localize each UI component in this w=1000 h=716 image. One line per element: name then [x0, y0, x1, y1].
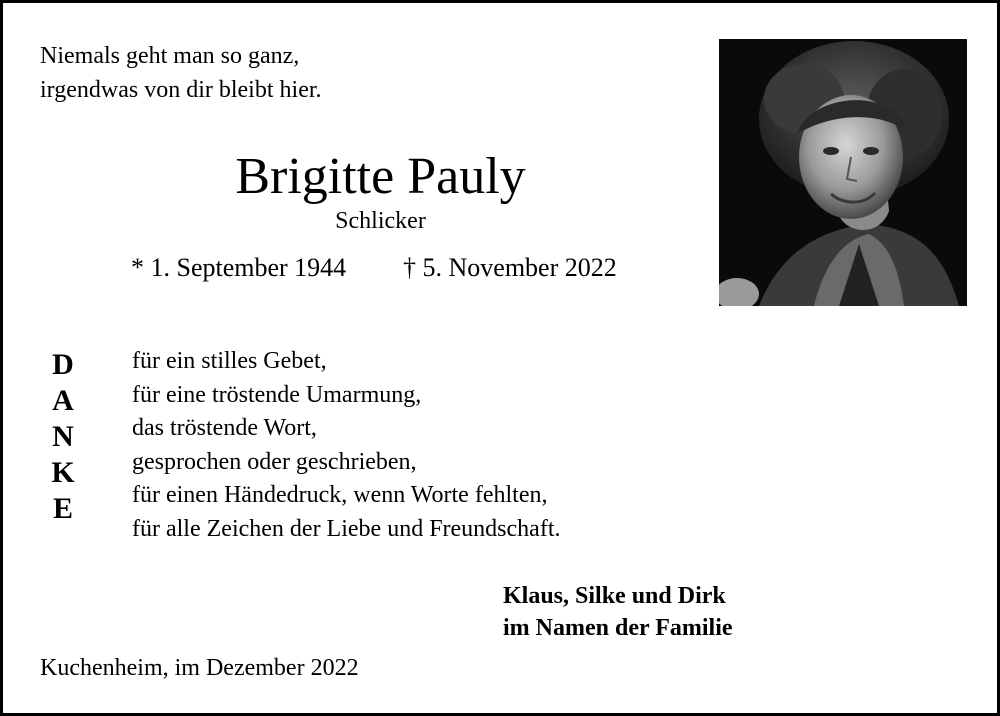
thanks-line: das tröstende Wort,: [132, 415, 317, 442]
danke-letter: A: [52, 384, 74, 417]
thanks-line: für ein stilles Gebet,: [132, 348, 327, 374]
danke-letter: D: [52, 348, 74, 381]
maiden-name: Schlicker: [335, 208, 426, 234]
thanks-text: [132, 345, 560, 547]
quote-line-2: irgendwas von dir bleibt hier.: [40, 77, 322, 103]
danke-letter: K: [51, 456, 75, 489]
thanks-line: für eine tröstende Umarmung,: [132, 381, 422, 408]
thanks-line: für einen Händedruck, wenn Worte fehlten,: [132, 482, 548, 509]
portrait-photo-icon: [719, 39, 967, 306]
family-signature: [503, 580, 733, 644]
deceased-name: Brigitte Pauly: [235, 148, 526, 205]
quote-line-1: Niemals geht man so ganz,: [40, 43, 300, 69]
signature-line-1: Klaus, Silke und Dirk: [503, 583, 726, 609]
signature-line-2: im Namen der Familie: [503, 615, 733, 641]
thanks-line: für alle Zeichen der Liebe und Freundschaft.: [132, 515, 561, 542]
danke-letter: E: [52, 492, 73, 525]
death-date: † 5. November 2022: [403, 253, 617, 282]
danke-letter: N: [52, 420, 74, 453]
danke-letters: [39, 347, 87, 527]
thanks-line: gesprochen oder geschrieben,: [132, 448, 417, 475]
birth-date: * 1. September 1944: [131, 253, 347, 282]
quote: [40, 39, 322, 107]
place-date: Kuchenheim, im Dezember 2022: [40, 655, 359, 681]
